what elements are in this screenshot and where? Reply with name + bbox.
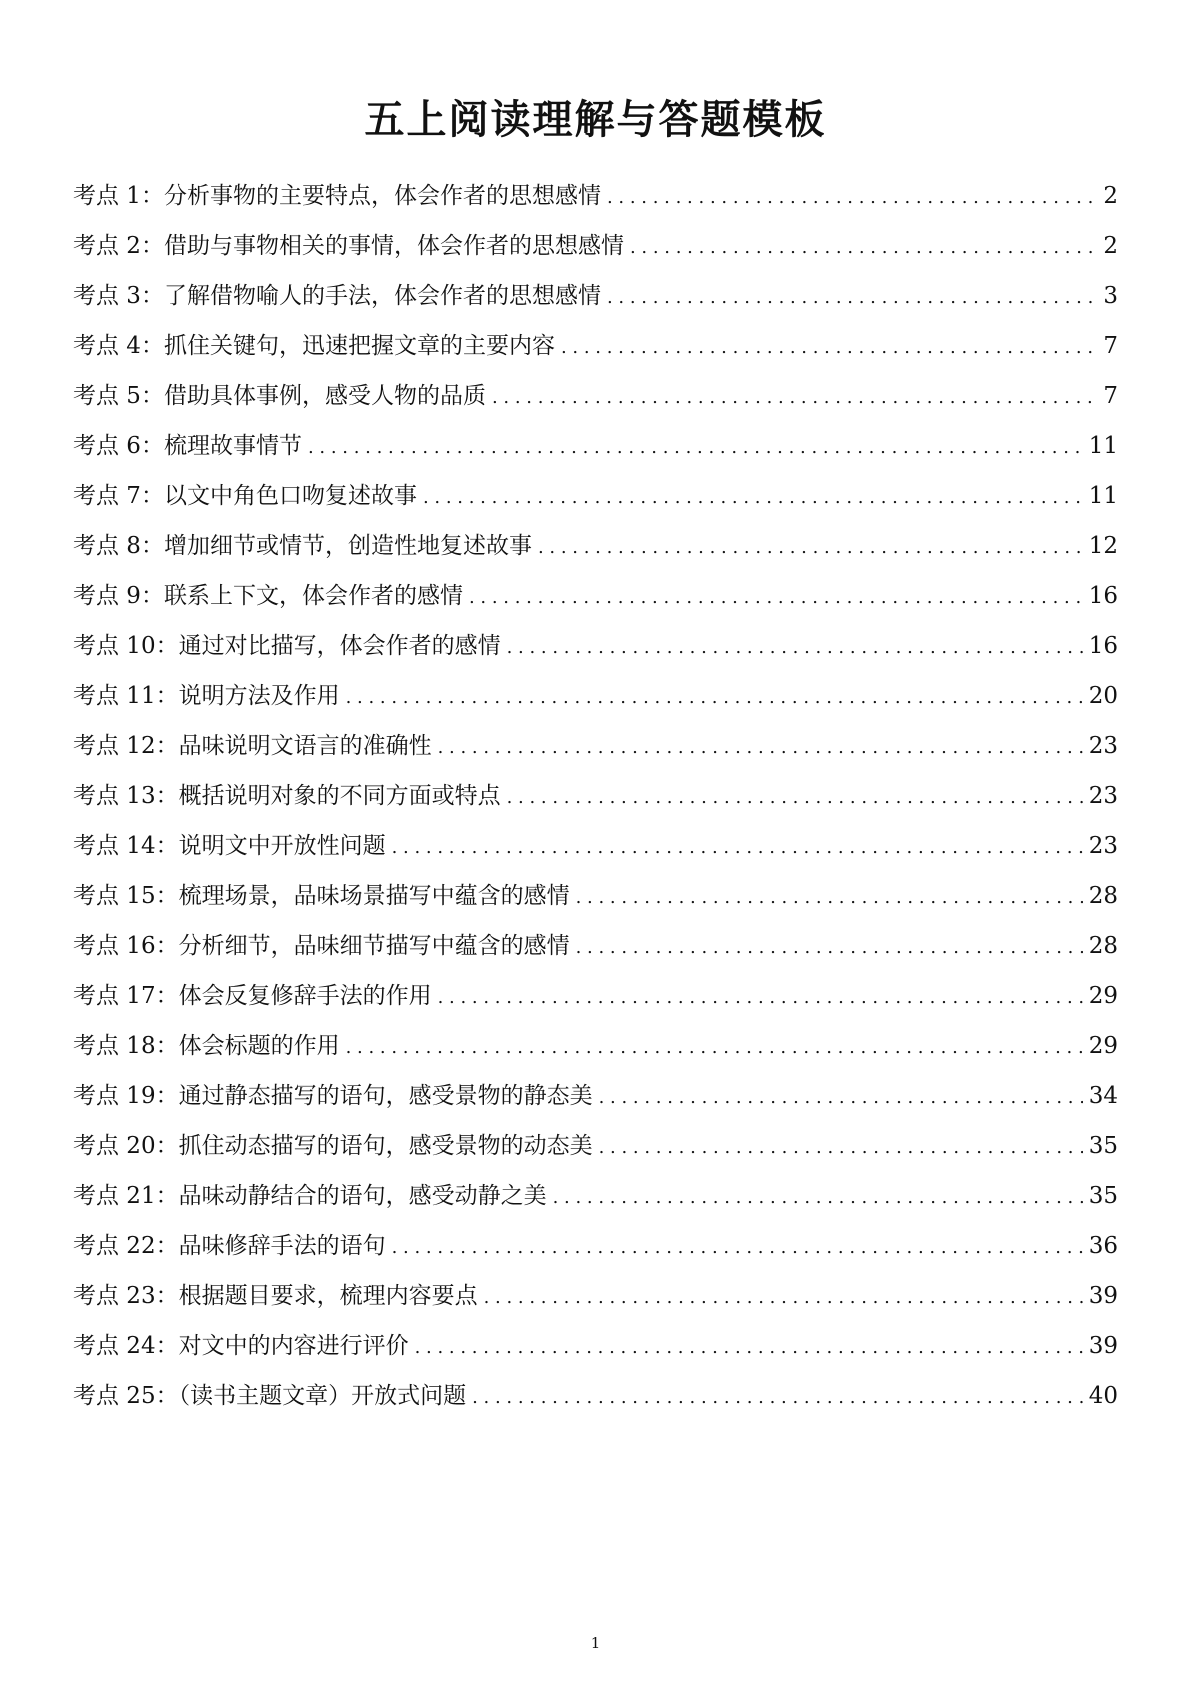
toc-entry-page: 35 [1088,1133,1118,1159]
toc-entry-page: 16 [1088,633,1118,659]
toc-entry[interactable] [73,728,1118,778]
toc-entry-page: 39 [1088,1283,1118,1309]
dot-leader [346,680,1083,716]
toc-entry-label: 考点 2：借助与事物相关的事情，体会作者的思想感情 [73,233,624,259]
toc-entry-page: 11 [1088,433,1118,459]
toc-entry-page: 2 [1103,233,1118,259]
dot-leader [308,430,1083,466]
dot-leader [507,630,1083,666]
toc-entry-page: 34 [1088,1083,1118,1109]
toc-entry-label: 考点 8：增加细节或情节，创造性地复述故事 [73,533,532,559]
toc-entry-page: 16 [1088,583,1118,609]
toc-entry-page: 29 [1088,1033,1118,1059]
toc-entry[interactable] [73,628,1118,678]
toc-entry-label: 考点 10：通过对比描写，体会作者的感情 [73,633,501,659]
toc-entry[interactable] [73,978,1118,1028]
toc-entry-page: 28 [1088,883,1118,909]
toc-entry-page: 11 [1088,483,1118,509]
toc-entry-label: 考点 1：分析事物的主要特点，体会作者的思想感情 [73,183,601,209]
toc-entry-page: 12 [1088,533,1118,559]
toc-entry-label: 考点 24：对文中的内容进行评价 [73,1333,409,1359]
dot-leader [507,780,1083,816]
toc-entry[interactable] [73,528,1118,578]
toc-entry-page: 36 [1088,1233,1118,1259]
toc-entry[interactable] [73,1178,1118,1228]
toc-entry-label: 考点 20：抓住动态描写的语句，感受景物的动态美 [73,1133,593,1159]
dot-leader [392,1230,1083,1266]
dot-leader [561,330,1097,366]
toc-entry-page: 7 [1103,333,1118,359]
toc-entry[interactable] [73,1378,1118,1428]
toc-entry[interactable] [73,1228,1118,1278]
toc-entry[interactable] [73,1128,1118,1178]
toc-entry-page: 39 [1088,1333,1118,1359]
toc-entry-page: 20 [1088,683,1118,709]
toc-entry-label: 考点 22：品味修辞手法的语句 [73,1233,386,1259]
dot-leader [599,1130,1083,1166]
document-title: 五上阅读理解与答题模板 [364,97,827,143]
toc-entry-label: 考点 14：说明文中开放性问题 [73,833,386,859]
toc-entry[interactable] [73,1328,1118,1378]
toc-entry-page: 35 [1088,1183,1118,1209]
toc-entry-label: 考点 11：说明方法及作用 [73,683,340,709]
dot-leader [599,1080,1083,1116]
toc-entry[interactable] [73,278,1118,328]
toc-entry-label: 考点 9：联系上下文，体会作者的感情 [73,583,463,609]
toc-entry-label: 考点 7：以文中角色口吻复述故事 [73,483,417,509]
dot-leader [630,230,1097,266]
dot-leader [484,1280,1083,1316]
dot-leader [492,380,1097,416]
toc-entry-label: 考点 4：抓住关键句，迅速把握文章的主要内容 [73,333,555,359]
toc-entry-label: 考点 5：借助具体事例，感受人物的品质 [73,383,486,409]
toc-entry[interactable] [73,778,1118,828]
toc-entry-page: 28 [1088,933,1118,959]
toc-entry[interactable] [73,678,1118,728]
page-number: 1 [590,1634,601,1652]
toc-entry[interactable] [73,828,1118,878]
toc-entry[interactable] [73,178,1118,228]
dot-leader [472,1380,1083,1416]
toc-entry-label: 考点 15：梳理场景，品味场景描写中蕴含的感情 [73,883,570,909]
toc-entry-label: 考点 23：根据题目要求，梳理内容要点 [73,1283,478,1309]
toc-entry[interactable] [73,1078,1118,1128]
toc-entry[interactable] [73,378,1118,428]
toc-entry[interactable] [73,928,1118,978]
toc-entry-page: 23 [1088,833,1118,859]
dot-leader [438,980,1083,1016]
toc-entry[interactable] [73,228,1118,278]
toc-entry[interactable] [73,428,1118,478]
toc-entry-label: 考点 12：品味说明文语言的准确性 [73,733,432,759]
dot-leader [576,880,1083,916]
toc-entry[interactable] [73,1028,1118,1078]
toc-entry-page: 2 [1103,183,1118,209]
dot-leader [607,180,1097,216]
dot-leader [346,1030,1083,1066]
toc-entry-page: 3 [1103,283,1118,309]
toc-entry-label: 考点 17：体会反复修辞手法的作用 [73,983,432,1009]
dot-leader [392,830,1083,866]
dot-leader [415,1330,1083,1366]
toc-entry-label: 考点 16：分析细节，品味细节描写中蕴含的感情 [73,933,570,959]
toc-entry-label: 考点 13：概括说明对象的不同方面或特点 [73,783,501,809]
table-of-contents [73,178,1118,1428]
toc-entry-page: 23 [1088,783,1118,809]
toc-entry-label: 考点 6：梳理故事情节 [73,433,302,459]
toc-entry-page: 29 [1088,983,1118,1009]
toc-entry[interactable] [73,1278,1118,1328]
dot-leader [576,930,1083,966]
dot-leader [607,280,1097,316]
toc-entry[interactable] [73,328,1118,378]
dot-leader [553,1180,1083,1216]
toc-entry-label: 考点 21：品味动静结合的语句，感受动静之美 [73,1183,547,1209]
toc-entry-label: 考点 25：（读书主题文章）开放式问题 [73,1383,467,1409]
dot-leader [469,580,1083,616]
toc-entry[interactable] [73,478,1118,528]
dot-leader [423,480,1083,516]
dot-leader [538,530,1083,566]
toc-entry-label: 考点 18：体会标题的作用 [73,1033,340,1059]
toc-entry-label: 考点 3：了解借物喻人的手法，体会作者的思想感情 [73,283,601,309]
toc-entry[interactable] [73,578,1118,628]
dot-leader [438,730,1083,766]
toc-entry-page: 23 [1088,733,1118,759]
toc-entry-label: 考点 19：通过静态描写的语句，感受景物的静态美 [73,1083,593,1109]
toc-entry[interactable] [73,878,1118,928]
toc-entry-page: 7 [1103,383,1118,409]
toc-entry-page: 40 [1088,1383,1118,1409]
